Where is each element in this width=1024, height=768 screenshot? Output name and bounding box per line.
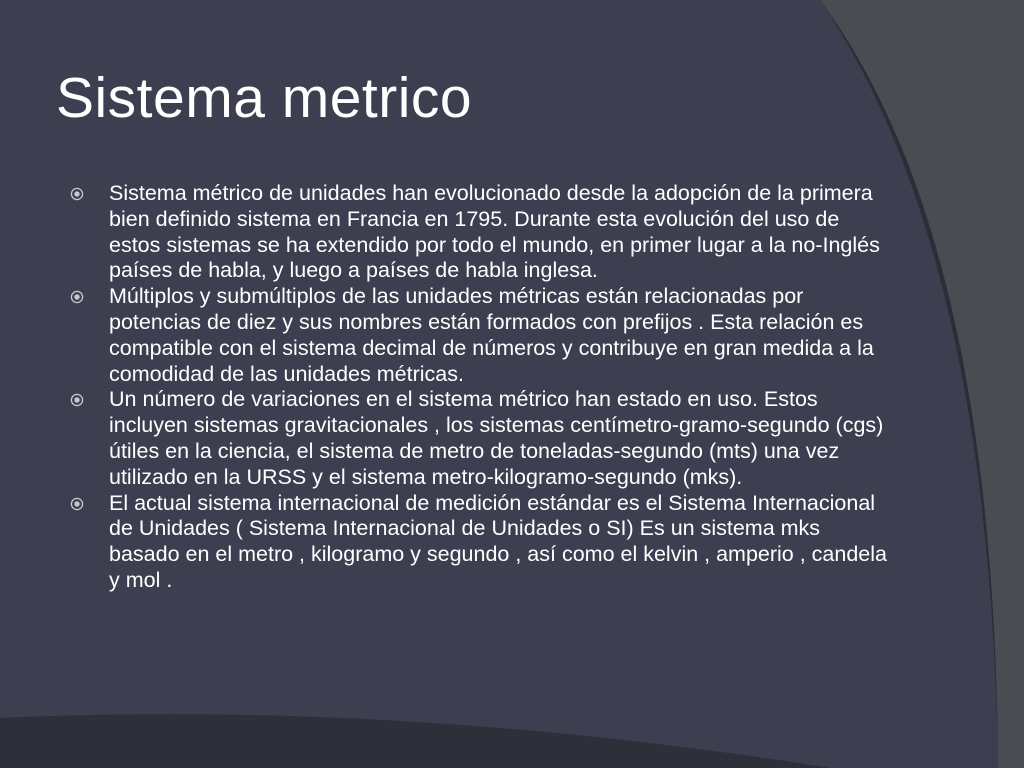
bullet-text: El actual sistema internacional de medición estándar es el Sistema Internacional de Unidades ( Sistema Internacional de Unidades o SI) Es un sistema mks basado en el metro , kilogramo y segundo , así como el kelvin , amperio , candela y mol . [109, 490, 887, 592]
bullet-list [70, 181, 890, 594]
slide-title: Sistema metrico [56, 66, 473, 130]
circle-dot-icon [70, 187, 84, 201]
bullet-item [70, 284, 890, 387]
circle-dot-icon [70, 393, 84, 407]
bullet-text: Un número de variaciones en el sistema métrico han estado en uso. Estos incluyen sistemas gravitacionales , los sistemas centímetro-gramo-segundo (cgs) útiles en la ciencia, el sistema de metro de toneladas-segundo (mts) una vez utilizado en la URSS y el sistema metro-kilogramo-segundo (mks). [109, 387, 884, 489]
circle-dot-icon [70, 290, 84, 304]
bullet-text: Múltiplos y submúltiplos de las unidades métricas están relacionadas por potencias de diez y sus nombres están formados con prefijos . Esta relación es compatible con el sistema decimal de números y contribuye en gran medida a la comodidad de las unidades métricas. [109, 284, 874, 386]
circle-dot-icon [70, 497, 84, 511]
bullet-item [70, 387, 890, 490]
bullet-item [70, 491, 890, 594]
bullet-text: Sistema métrico de unidades han evolucionado desde la adopción de la primera bien definido sistema en Francia en 1795. Durante esta evolución del uso de estos sistemas se ha extendido por todo el mundo, en primer lugar a la no-Inglés países de habla, y luego a países de habla inglesa. [109, 181, 880, 283]
bullet-item [70, 181, 890, 284]
